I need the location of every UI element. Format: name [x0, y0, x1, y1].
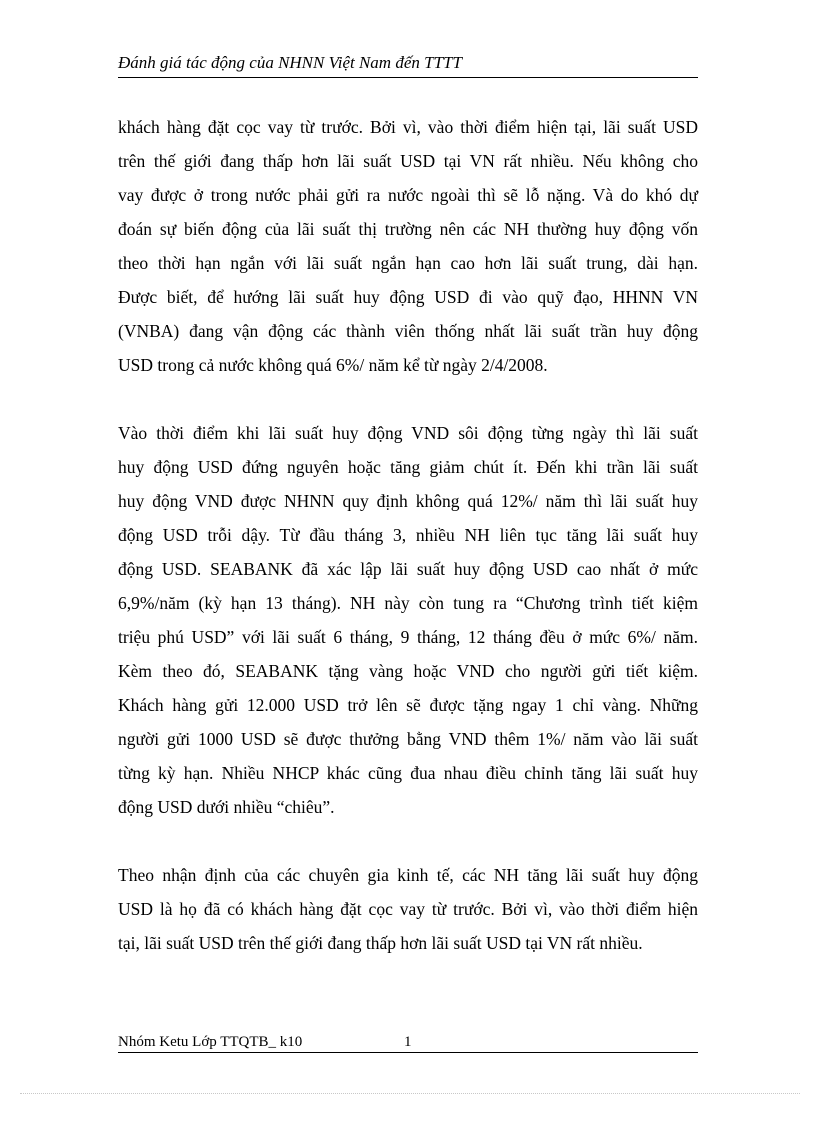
text-line: Khách hàng gửi 12.000 USD trở lên sẽ được tặng ngay 1 chỉ vàng. Những	[118, 695, 698, 715]
text-line: trên thế giới đang thấp hơn lãi suất USD tại VN rất nhiều. Nếu không cho	[118, 151, 698, 171]
text-line: vay được ở trong nước phải gửi ra nước ngoài thì sẽ lỗ nặng. Và do khó dự	[118, 185, 698, 205]
text-line: USD trong cả nước không quá 6%/ năm kể từ ngày 2/4/2008.	[118, 355, 548, 375]
text-line: khách hàng đặt cọc vay từ trước. Bởi vì, vào thời điểm hiện tại, lãi suất USD	[118, 117, 698, 137]
text-line: theo thời hạn ngắn với lãi suất ngắn hạn cao hơn lãi suất trung, dài hạn.	[118, 253, 698, 273]
text-line: động USD trỗi dậy. Từ đầu tháng 3, nhiều NH liên tục tăng lãi suất huy	[118, 525, 698, 545]
text-line: người gửi 1000 USD sẽ được thưởng bằng VND thêm 1%/ năm vào lãi suất	[118, 729, 698, 749]
page-header	[118, 52, 698, 78]
text-line: huy động USD đứng nguyên hoặc tăng giảm chút ít. Đến khi trần lãi suất	[118, 457, 698, 477]
header-title: Đánh giá tác động của NHNN Việt Nam đến TTTT	[118, 53, 462, 72]
paragraph-spacer	[118, 824, 698, 858]
paragraph-1	[118, 110, 698, 382]
page-break-divider	[20, 1093, 800, 1094]
text-line: động USD. SEABANK đã xác lập lãi suất huy động USD cao nhất ở mức	[118, 559, 698, 579]
text-line: Vào thời điểm khi lãi suất huy động VND sôi động từng ngày thì lãi suất	[118, 423, 698, 443]
paragraph-3	[118, 858, 698, 960]
body-text	[118, 110, 698, 960]
text-line: tại, lãi suất USD trên thế giới đang thấp hơn lãi suất USD tại VN rất nhiều.	[118, 933, 643, 953]
page-footer	[118, 1032, 698, 1053]
text-line: Theo nhận định của các chuyên gia kinh tế, các NH tăng lãi suất huy động	[118, 865, 698, 885]
paragraph-spacer	[118, 382, 698, 416]
text-line: động USD dưới nhiều “chiêu”.	[118, 797, 335, 817]
text-line: triệu phú USD” với lãi suất 6 tháng, 9 tháng, 12 tháng đều ở mức 6%/ năm.	[118, 627, 698, 647]
text-line: đoán sự biến động của lãi suất thị trường nên các NH thường huy động vốn	[118, 219, 698, 239]
page-number: 1	[404, 1034, 412, 1050]
footer-text: Nhóm Ketu Lớp TTQTB_ k10	[118, 1034, 303, 1050]
text-line: Kèm theo đó, SEABANK tặng vàng hoặc VND cho người gửi tiết kiệm.	[118, 661, 698, 681]
paragraph-2	[118, 416, 698, 824]
text-line: USD là họ đã có khách hàng đặt cọc vay từ trước. Bởi vì, vào thời điểm hiện	[118, 899, 698, 919]
text-line: (VNBA) đang vận động các thành viên thống nhất lãi suất trần huy động	[118, 321, 698, 341]
text-line: 6,9%/năm (kỳ hạn 13 tháng). NH này còn tung ra “Chương trình tiết kiệm	[118, 593, 698, 613]
text-line: từng kỳ hạn. Nhiều NHCP khác cũng đua nhau điều chỉnh tăng lãi suất huy	[118, 763, 698, 783]
text-line: Được biết, để hướng lãi suất huy động USD đi vào quỹ đạo, HHNN VN	[118, 287, 698, 307]
text-line: huy động VND được NHNN quy định không quá 12%/ năm thì lãi suất huy	[118, 491, 698, 511]
